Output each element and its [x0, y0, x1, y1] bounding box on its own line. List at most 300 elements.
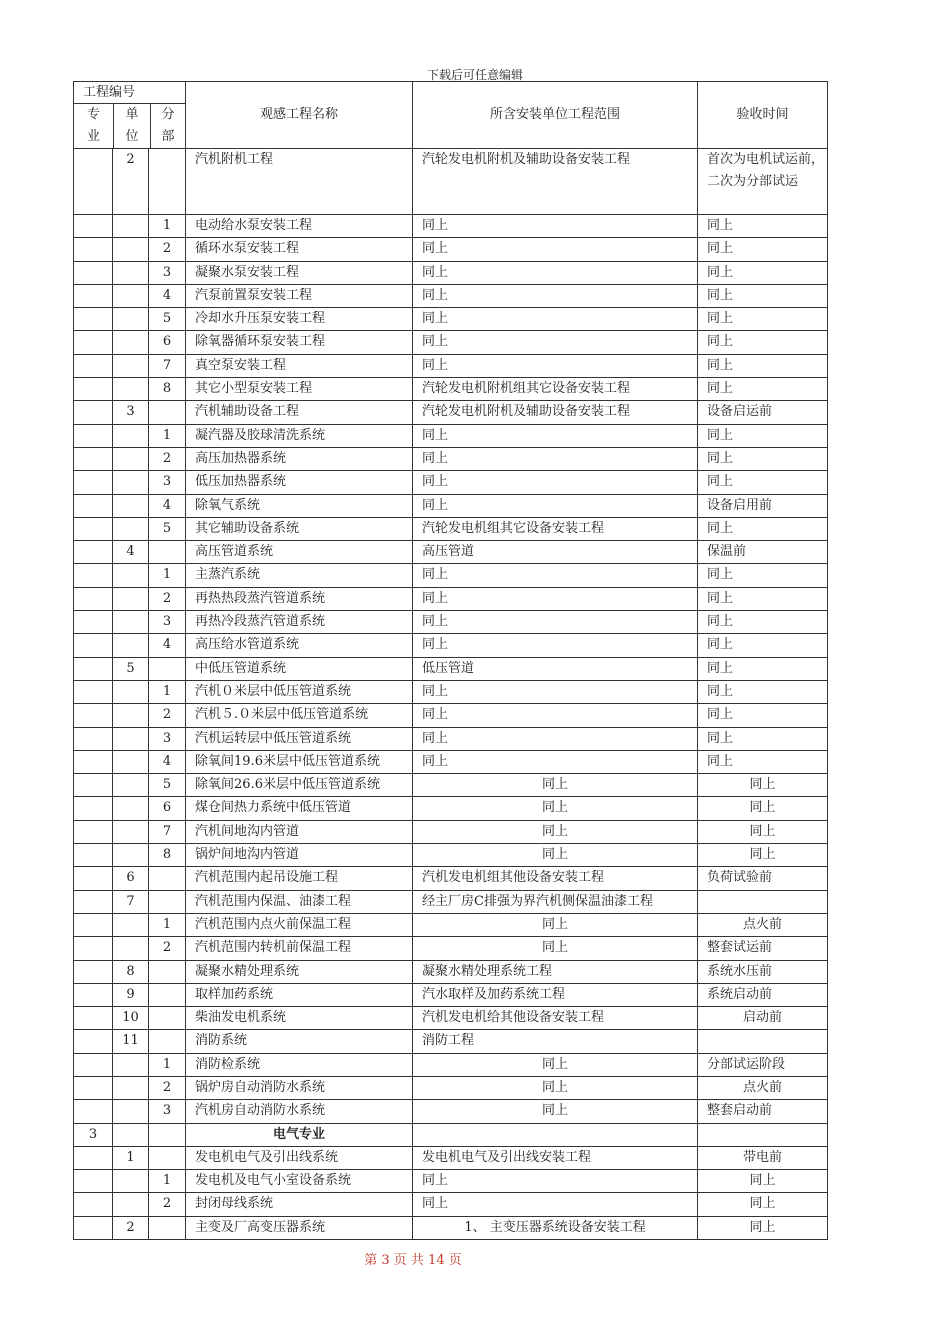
cell-time: 同上 [698, 657, 828, 680]
cell-name: 封闭母线系统 [186, 1193, 413, 1216]
cell-scope: 同上 [413, 611, 698, 634]
cell-division: 2 [149, 937, 186, 960]
cell-division [149, 1123, 186, 1146]
cell-unit: 1 [113, 1146, 149, 1169]
cell-name: 汽机范围内点火前保温工程 [186, 913, 413, 936]
cell-scope: 同上 [413, 774, 698, 797]
cell-time: 同上 [698, 378, 828, 401]
cell-division [149, 867, 186, 890]
cell-time: 同上 [698, 680, 828, 703]
table-row [74, 657, 828, 680]
table-row [74, 750, 828, 773]
cell-division: 1 [149, 564, 186, 587]
cell-specialty [74, 284, 113, 307]
cell-time: 同上 [698, 331, 828, 354]
table-row [74, 680, 828, 703]
cell-scope: 汽轮发电机附机及辅助设备安装工程 [413, 149, 698, 215]
cell-division: 2 [149, 1193, 186, 1216]
cell-scope: 汽机发电机给其他设备安装工程 [413, 1007, 698, 1030]
table-row [74, 447, 828, 470]
cell-time: 同上 [698, 424, 828, 447]
cell-name: 其它辅助设备系统 [186, 517, 413, 540]
cell-unit: 6 [113, 867, 149, 890]
cell-scope: 同上 [413, 238, 698, 261]
cell-time: 同上 [698, 284, 828, 307]
cell-scope: 同上 [413, 820, 698, 843]
cell-name: 高压管道系统 [186, 541, 413, 564]
table-row [74, 494, 828, 517]
cell-scope: 同上 [413, 1100, 698, 1123]
table-row [74, 1100, 828, 1123]
cell-specialty [74, 517, 113, 540]
cell-unit: 3 [113, 401, 149, 424]
cell-time: 同上 [698, 1193, 828, 1216]
cell-name: 电气专业 [186, 1123, 413, 1146]
cell-division [149, 1216, 186, 1239]
cell-time: 同上 [698, 1216, 828, 1239]
cell-division: 7 [149, 354, 186, 377]
cell-scope: 凝聚水精处理系统工程 [413, 960, 698, 983]
cell-name: 汽机辅助设备工程 [186, 401, 413, 424]
cell-time: 同上 [698, 447, 828, 470]
cell-specialty [74, 704, 113, 727]
cell-division: 1 [149, 913, 186, 936]
cell-division: 2 [149, 238, 186, 261]
cell-specialty [74, 1030, 113, 1053]
header-time: 验收时间 [698, 82, 828, 149]
table-row [74, 1146, 828, 1169]
cell-scope: 同上 [413, 750, 698, 773]
cell-division: 3 [149, 471, 186, 494]
cell-name: 汽机范围内保温、油漆工程 [186, 890, 413, 913]
cell-unit [113, 587, 149, 610]
table-header-row [74, 82, 828, 149]
table-row [74, 820, 828, 843]
cell-time: 同上 [698, 261, 828, 284]
cell-time: 同上 [698, 564, 828, 587]
table-row [74, 797, 828, 820]
cell-scope: 消防工程 [413, 1030, 698, 1053]
cell-time [698, 890, 828, 913]
table-row [74, 704, 828, 727]
cell-name: 除氧器循环泵安装工程 [186, 331, 413, 354]
cell-unit [113, 471, 149, 494]
cell-specialty [74, 378, 113, 401]
cell-division: 4 [149, 750, 186, 773]
header-unit: 单 位 [114, 104, 151, 148]
cell-unit [113, 517, 149, 540]
cell-division: 4 [149, 284, 186, 307]
cell-name: 汽机房自动消防水系统 [186, 1100, 413, 1123]
cell-unit [113, 797, 149, 820]
cell-scope: 汽水取样及加药系统工程 [413, 983, 698, 1006]
cell-division: 8 [149, 844, 186, 867]
cell-specialty [74, 1053, 113, 1076]
cell-specialty [74, 587, 113, 610]
cell-specialty [74, 401, 113, 424]
cell-unit: 4 [113, 541, 149, 564]
cell-unit [113, 1170, 149, 1193]
cell-time [698, 1030, 828, 1053]
cell-name: 除氧气系统 [186, 494, 413, 517]
cell-unit [113, 844, 149, 867]
table-row [74, 284, 828, 307]
cell-name: 真空泵安装工程 [186, 354, 413, 377]
cell-name: 发电机电气及引出线系统 [186, 1146, 413, 1169]
cell-division: 1 [149, 215, 186, 238]
table-row [74, 517, 828, 540]
cell-unit [113, 820, 149, 843]
cell-division: 5 [149, 774, 186, 797]
cell-specialty [74, 1146, 113, 1169]
cell-unit: 8 [113, 960, 149, 983]
cell-name: 发电机及电气小室设备系统 [186, 1170, 413, 1193]
cell-division: 2 [149, 447, 186, 470]
cell-name: 电动给水泵安装工程 [186, 215, 413, 238]
cell-scope: 同上 [413, 913, 698, 936]
cell-unit [113, 727, 149, 750]
table-row [74, 238, 828, 261]
cell-division: 2 [149, 587, 186, 610]
cell-unit [113, 378, 149, 401]
cell-time: 同上 [698, 634, 828, 657]
cell-name: 锅炉房自动消防水系统 [186, 1076, 413, 1099]
cell-specialty [74, 611, 113, 634]
cell-division: 5 [149, 308, 186, 331]
table-row [74, 1123, 828, 1146]
table-row [74, 1076, 828, 1099]
cell-scope: 同上 [413, 1076, 698, 1099]
table-row [74, 611, 828, 634]
cell-scope: 同上 [413, 215, 698, 238]
table-row [74, 149, 828, 215]
cell-scope: 同上 [413, 331, 698, 354]
cell-division: 3 [149, 1100, 186, 1123]
cell-name: 消防检系统 [186, 1053, 413, 1076]
cell-time: 首次为电机试运前，二次为分部试运 [698, 149, 828, 215]
cell-specialty [74, 797, 113, 820]
cell-name: 循环水泵安装工程 [186, 238, 413, 261]
cell-scope: 同上 [413, 634, 698, 657]
table-row [74, 471, 828, 494]
cell-unit: 2 [113, 1216, 149, 1239]
table-row [74, 308, 828, 331]
cell-time: 启动前 [698, 1007, 828, 1030]
cell-name: 汽机运转层中低压管道系统 [186, 727, 413, 750]
cell-unit: 9 [113, 983, 149, 1006]
cell-unit [113, 937, 149, 960]
cell-division: 3 [149, 611, 186, 634]
cell-scope: 同上 [413, 261, 698, 284]
header-specialty: 专 业 [74, 104, 114, 148]
cell-time: 同上 [698, 517, 828, 540]
cell-unit [113, 238, 149, 261]
cell-scope: 汽轮发电机附机及辅助设备安装工程 [413, 401, 698, 424]
cell-division: 3 [149, 261, 186, 284]
cell-scope: 同上 [413, 680, 698, 703]
cell-unit [113, 284, 149, 307]
cell-specialty [74, 1193, 113, 1216]
cell-unit: 7 [113, 890, 149, 913]
cell-specialty [74, 960, 113, 983]
cell-unit [113, 634, 149, 657]
cell-name: 取样加药系统 [186, 983, 413, 1006]
cell-scope: 同上 [413, 564, 698, 587]
cell-division: 1 [149, 1170, 186, 1193]
table-row [74, 215, 828, 238]
cell-time: 设备启运前 [698, 401, 828, 424]
cell-specialty [74, 261, 113, 284]
cell-scope: 同上 [413, 471, 698, 494]
cell-specialty [74, 1007, 113, 1030]
project-number-header [74, 82, 186, 149]
cell-time: 同上 [698, 587, 828, 610]
cell-unit [113, 308, 149, 331]
cell-time: 同上 [698, 774, 828, 797]
cell-specialty [74, 1076, 113, 1099]
cell-division [149, 401, 186, 424]
cell-specialty [74, 215, 113, 238]
cell-specialty [74, 867, 113, 890]
cell-time: 同上 [698, 820, 828, 843]
cell-scope: 同上 [413, 284, 698, 307]
cell-time: 点火前 [698, 1076, 828, 1099]
table-row [74, 844, 828, 867]
cell-name: 汽机５.０米层中低压管道系统 [186, 704, 413, 727]
cell-division [149, 1007, 186, 1030]
cell-name: 煤仓间热力系统中低压管道 [186, 797, 413, 820]
cell-unit [113, 913, 149, 936]
cell-division [149, 1146, 186, 1169]
cell-specialty [74, 354, 113, 377]
cell-unit [113, 215, 149, 238]
cell-time: 负荷试验前 [698, 867, 828, 890]
cell-time: 分部试运阶段 [698, 1053, 828, 1076]
cell-scope: 发电机电气及引出线安装工程 [413, 1146, 698, 1169]
cell-division: 4 [149, 494, 186, 517]
cell-division: 1 [149, 424, 186, 447]
cell-time: 保温前 [698, 541, 828, 564]
table-row [74, 354, 828, 377]
header-scope: 所含安装单位工程范围 [413, 82, 698, 149]
cell-scope: 低压管道 [413, 657, 698, 680]
cell-unit [113, 1123, 149, 1146]
cell-name: 汽机间地沟内管道 [186, 820, 413, 843]
cell-specialty [74, 471, 113, 494]
top-note: 下载后可任意编辑 [426, 68, 523, 82]
cell-name: 中低压管道系统 [186, 657, 413, 680]
cell-scope: 汽机发电机组其他设备安装工程 [413, 867, 698, 890]
cell-division [149, 960, 186, 983]
table-row [74, 937, 828, 960]
table-row [74, 727, 828, 750]
table-row [74, 913, 828, 936]
cell-unit: 2 [113, 149, 149, 215]
cell-unit [113, 704, 149, 727]
cell-scope: 1、 主变压器系统设备安装工程 [413, 1216, 698, 1239]
table-row [74, 401, 828, 424]
table-row [74, 1007, 828, 1030]
cell-scope: 汽轮发电机组其它设备安装工程 [413, 517, 698, 540]
table-row [74, 1193, 828, 1216]
cell-name: 消防系统 [186, 1030, 413, 1053]
cell-unit [113, 447, 149, 470]
cell-unit [113, 354, 149, 377]
cell-scope [413, 1123, 698, 1146]
cell-scope: 高压管道 [413, 541, 698, 564]
cell-specialty: 3 [74, 1123, 113, 1146]
cell-scope: 同上 [413, 308, 698, 331]
cell-unit [113, 424, 149, 447]
cell-specialty [74, 750, 113, 773]
acceptance-table [73, 81, 828, 1240]
cell-unit [113, 1053, 149, 1076]
cell-unit: 10 [113, 1007, 149, 1030]
cell-scope: 同上 [413, 797, 698, 820]
cell-scope: 同上 [413, 447, 698, 470]
cell-unit [113, 494, 149, 517]
table-row [74, 960, 828, 983]
table-row [74, 587, 828, 610]
cell-division: 3 [149, 727, 186, 750]
cell-scope: 同上 [413, 354, 698, 377]
cell-specialty [74, 1170, 113, 1193]
cell-time: 同上 [698, 611, 828, 634]
cell-specialty [74, 844, 113, 867]
cell-division: 2 [149, 704, 186, 727]
cell-name: 凝聚水泵安装工程 [186, 261, 413, 284]
cell-specialty [74, 1216, 113, 1239]
cell-time: 同上 [698, 238, 828, 261]
cell-division: 1 [149, 680, 186, 703]
cell-name: 锅炉间地沟内管道 [186, 844, 413, 867]
cell-name: 冷却水升压泵安装工程 [186, 308, 413, 331]
cell-scope: 同上 [413, 494, 698, 517]
cell-division [149, 890, 186, 913]
cell-division [149, 657, 186, 680]
table-row [74, 261, 828, 284]
cell-time: 设备启用前 [698, 494, 828, 517]
cell-name: 汽机０米层中低压管道系统 [186, 680, 413, 703]
cell-scope: 同上 [413, 844, 698, 867]
cell-unit [113, 331, 149, 354]
cell-specialty [74, 1100, 113, 1123]
cell-division: 2 [149, 1076, 186, 1099]
cell-name: 汽机范围内转机前保温工程 [186, 937, 413, 960]
cell-unit [113, 564, 149, 587]
table-row [74, 634, 828, 657]
cell-specialty [74, 774, 113, 797]
cell-name: 凝汽器及胶球清洗系统 [186, 424, 413, 447]
cell-time: 同上 [698, 844, 828, 867]
cell-unit [113, 1193, 149, 1216]
table-row [74, 331, 828, 354]
cell-division: 1 [149, 1053, 186, 1076]
cell-specialty [74, 149, 113, 215]
cell-time: 整套试运前 [698, 937, 828, 960]
table-row [74, 1053, 828, 1076]
cell-scope: 同上 [413, 704, 698, 727]
cell-specialty [74, 983, 113, 1006]
header-name: 观感工程名称 [186, 82, 413, 149]
cell-name: 低压加热器系统 [186, 471, 413, 494]
page-footer: 第 3 页 共 14 页 [364, 1253, 462, 1268]
cell-time: 点火前 [698, 913, 828, 936]
cell-time: 同上 [698, 471, 828, 494]
header-division: 分 部 [161, 107, 175, 144]
table-row [74, 890, 828, 913]
cell-specialty [74, 494, 113, 517]
cell-name: 主变及厂高变压器系统 [186, 1216, 413, 1239]
table-row [74, 867, 828, 890]
cell-time: 系统水压前 [698, 960, 828, 983]
cell-division [149, 149, 186, 215]
cell-name: 其它小型泵安装工程 [186, 378, 413, 401]
cell-unit [113, 611, 149, 634]
cell-scope: 同上 [413, 1193, 698, 1216]
cell-time: 同上 [698, 215, 828, 238]
cell-scope: 汽轮发电机附机组其它设备安装工程 [413, 378, 698, 401]
cell-time: 系统启动前 [698, 983, 828, 1006]
cell-time: 同上 [698, 750, 828, 773]
cell-division: 5 [149, 517, 186, 540]
cell-unit: 11 [113, 1030, 149, 1053]
cell-unit: 5 [113, 657, 149, 680]
table-row [74, 774, 828, 797]
cell-unit [113, 680, 149, 703]
cell-specialty [74, 308, 113, 331]
cell-time: 带电前 [698, 1146, 828, 1169]
cell-time: 同上 [698, 1170, 828, 1193]
cell-name: 汽机范围内起吊设施工程 [186, 867, 413, 890]
cell-scope: 同上 [413, 424, 698, 447]
cell-specialty [74, 657, 113, 680]
cell-time [698, 1123, 828, 1146]
cell-specialty [74, 727, 113, 750]
cell-time: 整套启动前 [698, 1100, 828, 1123]
cell-time: 同上 [698, 797, 828, 820]
cell-name: 除氧间19.6米层中低压管道系统 [186, 750, 413, 773]
cell-time: 同上 [698, 727, 828, 750]
cell-scope: 同上 [413, 1170, 698, 1193]
table-row [74, 541, 828, 564]
cell-specialty [74, 680, 113, 703]
cell-unit [113, 261, 149, 284]
table-row [74, 1030, 828, 1053]
cell-name: 再热热段蒸汽管道系统 [186, 587, 413, 610]
cell-scope: 经主厂房C排强为界汽机侧保温油漆工程 [413, 890, 698, 913]
cell-time: 同上 [698, 308, 828, 331]
cell-division [149, 983, 186, 1006]
table-row [74, 564, 828, 587]
cell-time: 同上 [698, 354, 828, 377]
cell-name: 凝聚水精处理系统 [186, 960, 413, 983]
table-row [74, 983, 828, 1006]
cell-unit [113, 750, 149, 773]
project-number-label: 工程编号 [74, 82, 185, 104]
cell-time: 同上 [698, 704, 828, 727]
cell-division: 6 [149, 331, 186, 354]
table-row [74, 424, 828, 447]
cell-scope: 同上 [413, 937, 698, 960]
cell-name: 高压给水管道系统 [186, 634, 413, 657]
table-row [74, 1170, 828, 1193]
cell-unit [113, 1076, 149, 1099]
cell-specialty [74, 564, 113, 587]
cell-scope: 同上 [413, 727, 698, 750]
cell-specialty [74, 913, 113, 936]
cell-name: 柴油发电机系统 [186, 1007, 413, 1030]
